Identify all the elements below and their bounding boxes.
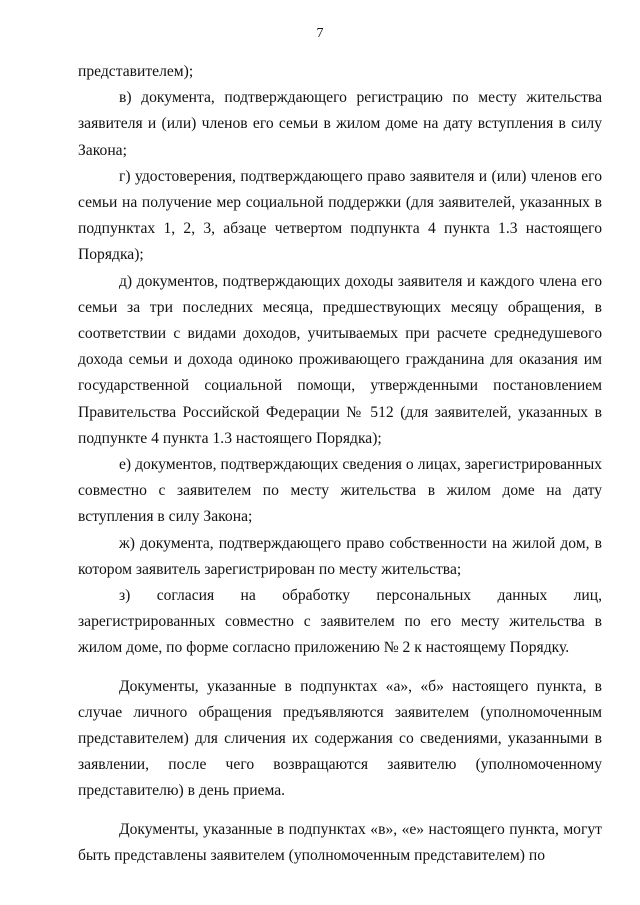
paragraph-item-e: е) документов, подтверждающих сведения о лицах, зарегистрированных совместно с заявителем по месту жительства в жилом доме на дату вступления в силу Закона; xyxy=(78,456,602,526)
paragraph-documents-v-e: Документы, указанные в подпунктах «в», «е» настоящего пункта, могут быть представлены заявителем (уполномоченным представителем) по xyxy=(78,820,602,864)
paragraph-item-d: д) документов, подтверждающих доходы заявителя и каждого члена его семьи за три последних месяца, предшествующих месяцу обращения, в соответствии с видами доходов, учитываемых при расчете среднедушевого дохода семьи и дохода одиноко проживающего гражданина для оказания им государственной социальной помощи, утвержденными постановлением Правительства Российской Федерации № 512 (для заявителей, указанных в подпункте 4 пункта 1.3 настоящего Порядка); xyxy=(78,272,602,447)
paragraph-item-z: з) согласия на обработку персональных данных лиц, зарегистрированных совместно с заявителем по его месту жительства в жилом доме, по форме согласно приложению № 2 к настоящему Порядку. xyxy=(78,587,602,657)
document-body xyxy=(78,59,602,869)
paragraph-item-v: в) документа, подтверждающего регистрацию по месту жительства заявителя и (или) членов его семьи в жилом доме на дату вступления в силу Закона; xyxy=(78,89,602,159)
paragraph-documents-a-b: Документы, указанные в подпунктах «а», «б» настоящего пункта, в случае личного обращения предъявляются заявителем (уполномоченным представителем) для сличения их содержания со сведениями, указанными в заявлении, после чего возвращаются заявителю (уполномоченному представителю) в день приема. xyxy=(78,677,602,800)
paragraph-item-zh: ж) документа, подтверждающего право собственности на жилой дом, в котором заявитель зарегистрирован по месту жительства; xyxy=(78,534,602,578)
paragraph-continuation: представителем); xyxy=(78,63,194,80)
paragraph-item-g: г) удостоверения, подтверждающего право заявителя и (или) членов его семьи на получение мер социальной поддержки (для заявителей, указанных в подпунктах 1, 2, 3, абзаце четвертом подпункта 4 пункта 1.3 настоящего Порядка); xyxy=(78,167,602,264)
page-number: 7 xyxy=(316,26,324,41)
